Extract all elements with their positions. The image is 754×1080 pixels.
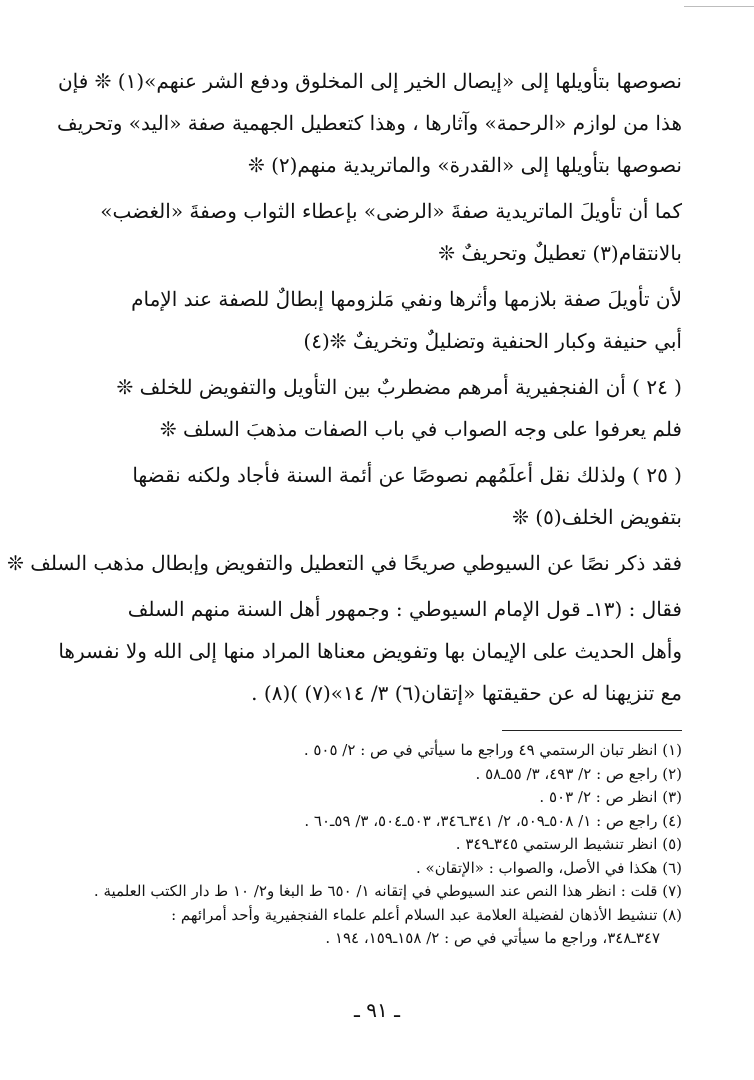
footnote: (١) انظر تبان الرستمي ٤٩ وراجع ما سيأتي في ص : ٢/ ٥٠٥ . [303,741,682,759]
text-line: ( ٢٤ ) أن الفنجفيرية أمرهم مضطربٌ بين التأويل والتفويض للخلف ❊ [116,375,682,399]
text-line: فلم يعرفوا على وجه الصواب في باب الصفات مذهبَ السلف ❊ [159,417,682,441]
footnote: (٢) راجع ص : ٢/ ٤٩٣، ٣/ ٥٥ـ٥٨ . [475,764,682,783]
paragraph [72,190,682,274]
footnote: (٨) تنشيط الأذهان لفضيلة العلامة عبد السلام أعلم علماء الفنجفيرية وأحد أمرائهم : [171,905,682,924]
text-line: ( ٢٥ ) ولذلك نقل أعلَمُهم نصوصًا عن أئمة السنة فأجاد ولكنه نقضها [132,463,682,487]
footnote: (٣) انظر ص : ٢/ ٥٠٣ . [539,788,682,806]
footnote-separator [502,730,682,731]
paragraph [72,454,682,538]
main-text [7,60,682,714]
text-line: وأهل الحديث على الإيمان بها وتفويض معناها المراد منها إلى الله ولا نفسرها [58,639,682,663]
footnote: (٥) انظر تنشيط الرستمي ٣٤٥ـ٣٤٩ . [455,835,682,853]
paragraph [7,542,682,584]
text-line: مع تنزيهنا له عن حقيقتها «إتقان(٦) ٣/ ١٤»(٧) )(٨) . [251,681,682,705]
footnote-continuation: ٣٤٧ـ٣٤٨، وراجع ما سيأتي في ص : ٢/ ١٥٨ـ١٥٩، ١٩٤ . [325,929,660,947]
paragraph [58,588,682,714]
text-line: بالانتقام(٣) تعطيلٌ وتحريفٌ ❊ [438,241,682,265]
text-line: نصوصها بتأويلها إلى «القدرة» والماتريدية منهم(٢) ❊ [247,153,682,177]
text-line: كما أن تأويلَ الماتريدية صفةَ «الرضى» بإعطاء الثواب وصفةَ «الغضب» [100,199,682,223]
text-line: هذا من لوازم «الرحمة» وآثارها ، وهذا كتعطيل الجهمية صفة «اليد» وتحريف [57,111,682,135]
footnote: (٧) قلت : انظر هذا النص عند السيوطي في إتقانه ١/ ٦٥٠ ط البغا و٢/ ١٠ ط دار الكتب العلمية . [93,882,682,900]
top-corner-rule [684,6,754,7]
page-content [7,60,682,951]
text-line: لأن تأويلَ صفة بلازمها وأثرها ونفي مَلزومها إبطالٌ للصفة عند الإمام [131,287,682,311]
text-line: فقد ذكر نصًا عن السيوطي صريحًا في التعطيل والتفويض وإبطال مذهب السلف ❊ [7,551,682,575]
paragraph [72,366,682,450]
footnote: (٦) هكذا في الأصل، والصواب : «الإتقان» . [416,858,682,877]
paragraph [57,60,682,186]
footnotes [72,739,682,951]
text-line: بتفويض الخلف(٥) ❊ [512,505,682,529]
paragraph [72,278,682,362]
page-number: ـ ٩١ ـ [354,998,400,1022]
text-line: فقال : (١٣ـ قول الإمام السيوطي : وجمهور أهل السنة منهم السلف [127,597,682,621]
text-line: نصوصها بتأويلها إلى «إيصال الخير إلى المخلوق ودفع الشر عنهم»(١) ❊ فإن [57,69,682,93]
footnote: (٤) راجع ص : ١/ ٥٠٨ـ٥٠٩، ٢/ ٣٤١ـ٣٤٦، ٥٠٣ـ٥٠٤، ٣/ ٥٩ـ٦٠ . [304,811,682,830]
text-line: أبي حنيفة وكبار الحنفية وتضليلٌ وتخريفٌ ❊(٤) [303,329,682,353]
